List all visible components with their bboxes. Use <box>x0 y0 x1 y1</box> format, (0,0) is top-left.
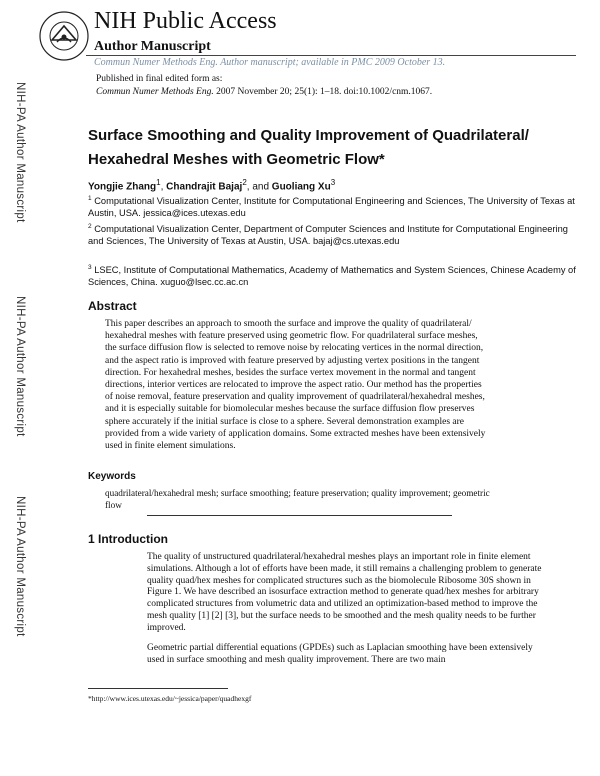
author-sup: 1 <box>156 178 161 187</box>
author-manuscript-label: Author Manuscript <box>94 39 211 54</box>
nih-logo <box>38 10 90 62</box>
author-sup: 2 <box>242 178 247 187</box>
author-separator: , <box>160 181 167 193</box>
abstract-heading: Abstract <box>88 299 137 313</box>
published-label: Published in final edited form as: <box>96 74 223 84</box>
section-divider <box>147 515 452 516</box>
side-banner-3: NIH-PA Author Manuscript <box>14 496 26 637</box>
introduction-heading: 1 Introduction <box>88 532 168 546</box>
footnote-divider <box>88 688 228 689</box>
affiliation-sup: 2 <box>88 223 92 230</box>
author-separator: , and <box>246 181 272 193</box>
affiliation-sup: 1 <box>88 195 92 202</box>
author-name: Guoliang Xu <box>271 181 331 193</box>
affiliation-1 <box>88 193 578 219</box>
author-name: Yongjie Zhang <box>88 181 157 193</box>
affiliation-text: Computational Visualization Center, Institute for Computational Engineering and Sciences, The University of Texas at Austin, USA. jessica@ices.utexas.edu <box>88 196 575 219</box>
citation-details: 2007 November 20; 25(1): 1–18. doi:10.1002/cnm.1067. <box>213 87 433 97</box>
abstract-text: This paper describes an approach to smooth the surface and improve the quality of quadrilateral/ hexahedral meshes with feature preserved using geometric flow. For quadrilateral surface meshes, the surface diffusion flow is selected to remove noise by relocating vertices in the normal direction, and the aspect ratio is improved with feature preserved by adjusting vertex positions in the tangent direction. For hexahedral meshes, besides the surface vertex movement in the normal and tangent directions, interior vertices are relocated to improve the aspect ratio. Our method has the properties of noise removal, feature preservation and quality improvement of quadrilateral/hexahedral meshes, and it is especially suitable for biomolecular meshes because the surface diffusion flow preserves sphere accurately if the initial surface is close to a sphere. Several demonstration examples are provided from a wide variety of application domains. Some extracted meshes have been extensively used in finite element simulations. <box>105 319 486 452</box>
keywords-heading: Keywords <box>88 471 136 482</box>
affiliation-2 <box>88 221 578 247</box>
citation <box>96 87 432 97</box>
affiliation-text: Computational Visualization Center, Department of Computer Sciences and Institute for Computational Engineering and Sciences, The University of Texas at Austin, USA. bajaj@cs.utexas.edu <box>88 224 568 247</box>
affiliation-3 <box>88 262 578 288</box>
citation-journal: Commun Numer Methods Eng. <box>96 87 214 97</box>
nih-public-access-title: NIH Public Access <box>94 8 277 34</box>
introduction-paragraph-2: Geometric partial differential equations (GPDEs) such as Laplacian smoothing have been extensively used in surface smoothing and mesh quality improvement. There are two main <box>147 643 533 665</box>
footnote: *http://www.ices.utexas.edu/~jessica/paper/quadhexgf <box>88 694 252 703</box>
author-name: Chandrajit Bajaj <box>166 181 243 193</box>
author-list <box>88 178 335 192</box>
header-divider <box>86 55 576 56</box>
paper-title: Surface Smoothing and Quality Improvement of Quadrilateral/ Hexahedral Meshes with Geometric Flow* <box>88 127 529 168</box>
pmc-availability-line: Commun Numer Methods Eng. Author manuscript; available in PMC 2009 October 13. <box>94 57 446 68</box>
affiliation-sup: 3 <box>88 264 92 271</box>
introduction-paragraph-1: The quality of unstructured quadrilateral/hexahedral meshes plays an important role in finite element simulations. Although a lot of efforts have been made, it still remains a challenging problem to generate quality quad/hex meshes for complicated structures such as the biomolecule Ribosome 30S shown in Figure 1. We have described an isosurface extraction method to generate quad/hex meshes for arbitrary complicated structures from volumetric data and utilized an optimization-based method to improve the mesh quality [1] [2] [3], but the surface needs to be smoothed and the mesh quality needs to be further improved. <box>147 552 542 633</box>
keywords-text: quadrilateral/hexahedral mesh; surface smoothing; feature preservation; quality improvement; geometric flow <box>105 488 490 510</box>
affiliation-text: LSEC, Institute of Computational Mathematics, Academy of Mathematics and System Sciences, Chinese Academy of Sciences, China. xuguo@lsec.cc.ac.cn <box>88 265 576 288</box>
side-banner-2: NIH-PA Author Manuscript <box>14 296 26 437</box>
side-banner-1: NIH-PA Author Manuscript <box>14 82 26 223</box>
author-sup: 3 <box>330 178 336 187</box>
